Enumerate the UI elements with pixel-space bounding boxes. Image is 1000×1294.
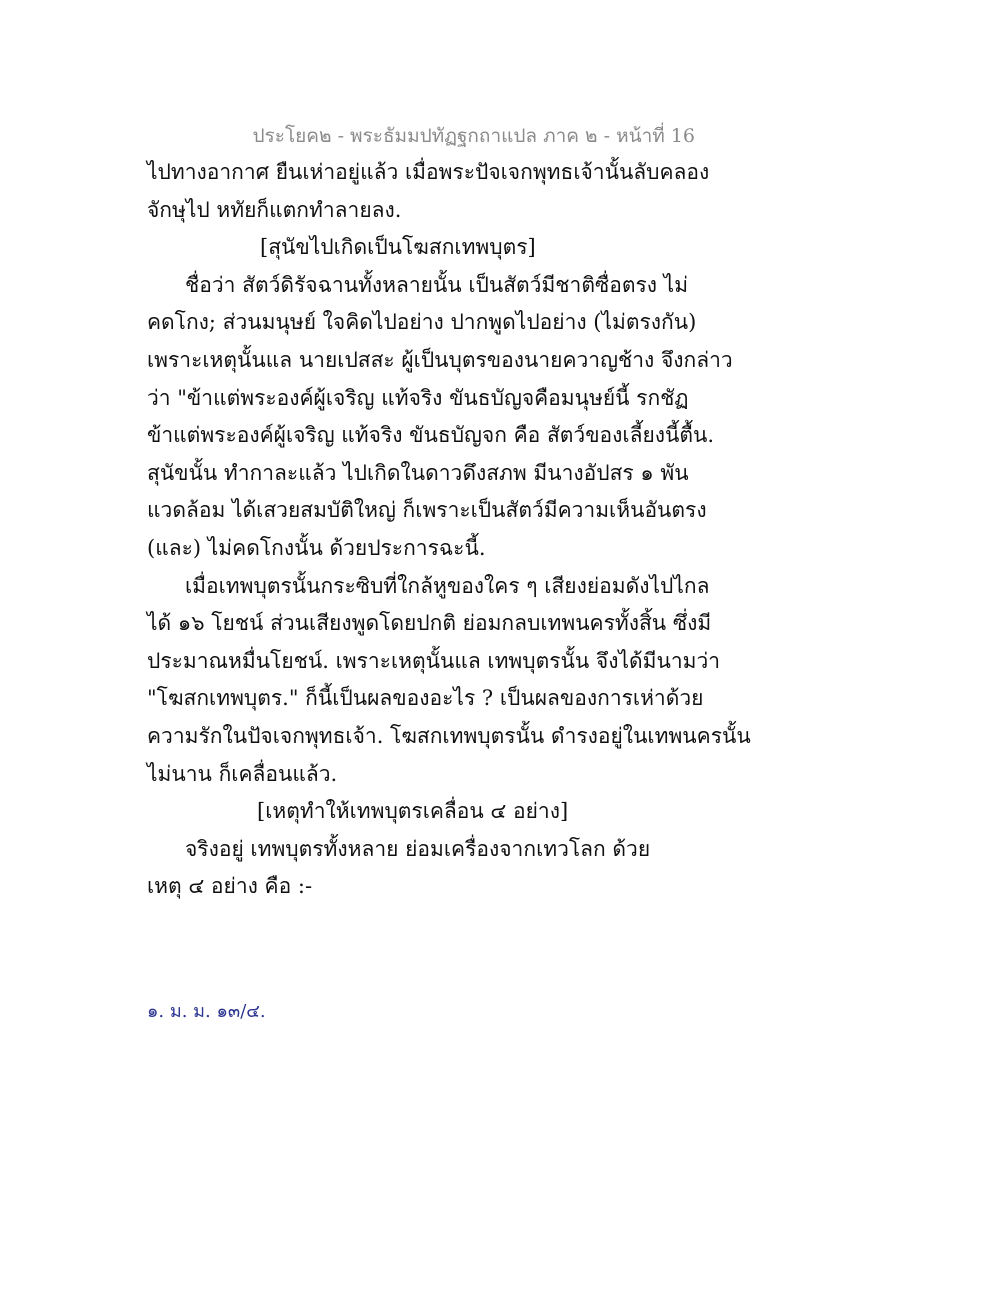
text-line: สุนัขนั้น ทำกาละแล้ว ไปเกิดในดาวดึงสภพ มีนางอัปสร ๑ พัน xyxy=(147,460,689,485)
text-line: "โฆสกเทพบุตร." ก็นี้เป็นผลของอะไร ? เป็นผลของการเห่าด้วย xyxy=(147,686,704,711)
text-line: ประมาณหมื่นโยชน์. เพราะเหตุนั้นแล เทพบุตรนั้น จึงได้มีนามว่า xyxy=(147,648,721,673)
text-line: ไม่นาน ก็เคลื่อนแล้ว. xyxy=(147,761,338,786)
running-header: ประโยค๒ - พระธัมมปทัฏฐกถาแปล ภาค ๒ - หน้าที่ 16 xyxy=(252,125,695,147)
text-line: ไปทางอากาศ ยืนเห่าอยู่แล้ว เมื่อพระปัจเจกพุทธเจ้านั้นลับคลอง xyxy=(147,160,710,184)
text-line: แวดล้อม ได้เสวยสมบัติใหญ่ ก็เพราะเป็นสัตว์มีความเห็นอันตรง xyxy=(147,498,707,523)
text-line: จักษุไป หทัยก็แตกทำลายลง. xyxy=(147,197,402,222)
text-line: เหตุ ๔ อย่าง คือ :- xyxy=(147,874,313,899)
text-line: เพราะเหตุนั้นแล นายเปสสะ ผู้เป็นบุตรของนายควาญช้าง จึงกล่าว xyxy=(147,347,733,372)
paragraph-start-line: ชื่อว่า สัตว์ดิรัจฉานทั้งหลายนั้น เป็นสัตว์มีชาติซื่อตรง ไม่ xyxy=(185,272,689,297)
paragraph-start-line: เมื่อเทพบุตรนั้นกระซิบที่ใกล้หูของใคร ๆ เสียงย่อมดังไปไกล xyxy=(185,573,710,598)
footnote: ๑. ม. ม. ๑๓/๔. xyxy=(147,1001,266,1022)
section-heading: [สุนัขไปเกิดเป็นโฆสกเทพบุตร] xyxy=(260,235,536,260)
paragraph-start-line: จริงอยู่ เทพบุตรทั้งหลาย ย่อมเครื่องจากเทวโลก ด้วย xyxy=(185,836,651,861)
section-heading: [เหตุทำให้เทพบุตรเคลื่อน ๔ อย่าง] xyxy=(257,799,569,824)
text-line: ข้าแต่พระองค์ผู้เจริญ แท้จริง ขันธบัญจก คือ สัตว์ของเลี้ยงนี้ตื้น. xyxy=(147,423,715,448)
text-line: ความรักในปัจเจกพุทธเจ้า. โฆสกเทพบุตรนั้น ดำรงอยู่ในเทพนครนั้น xyxy=(147,723,751,748)
text-line: ได้ ๑๖ โยชน์ ส่วนเสียงพูดโดยปกติ ย่อมกลบเทพนครทั้งสิ้น ซึ่งมี xyxy=(147,611,712,636)
text-line: ว่า "ข้าแต่พระองค์ผู้เจริญ แท้จริง ขันธบัญจคือมนุษย์นี้ รกชัฏ xyxy=(147,385,689,410)
text-line: คดโกง; ส่วนมนุษย์ ใจคิดไปอย่าง ปากพูดไปอย่าง (ไม่ตรงกัน) xyxy=(147,310,697,335)
body-text xyxy=(147,154,751,906)
text-line: (และ) ไม่คดโกงนั้น ด้วยประการฉะนี้. xyxy=(147,535,486,560)
